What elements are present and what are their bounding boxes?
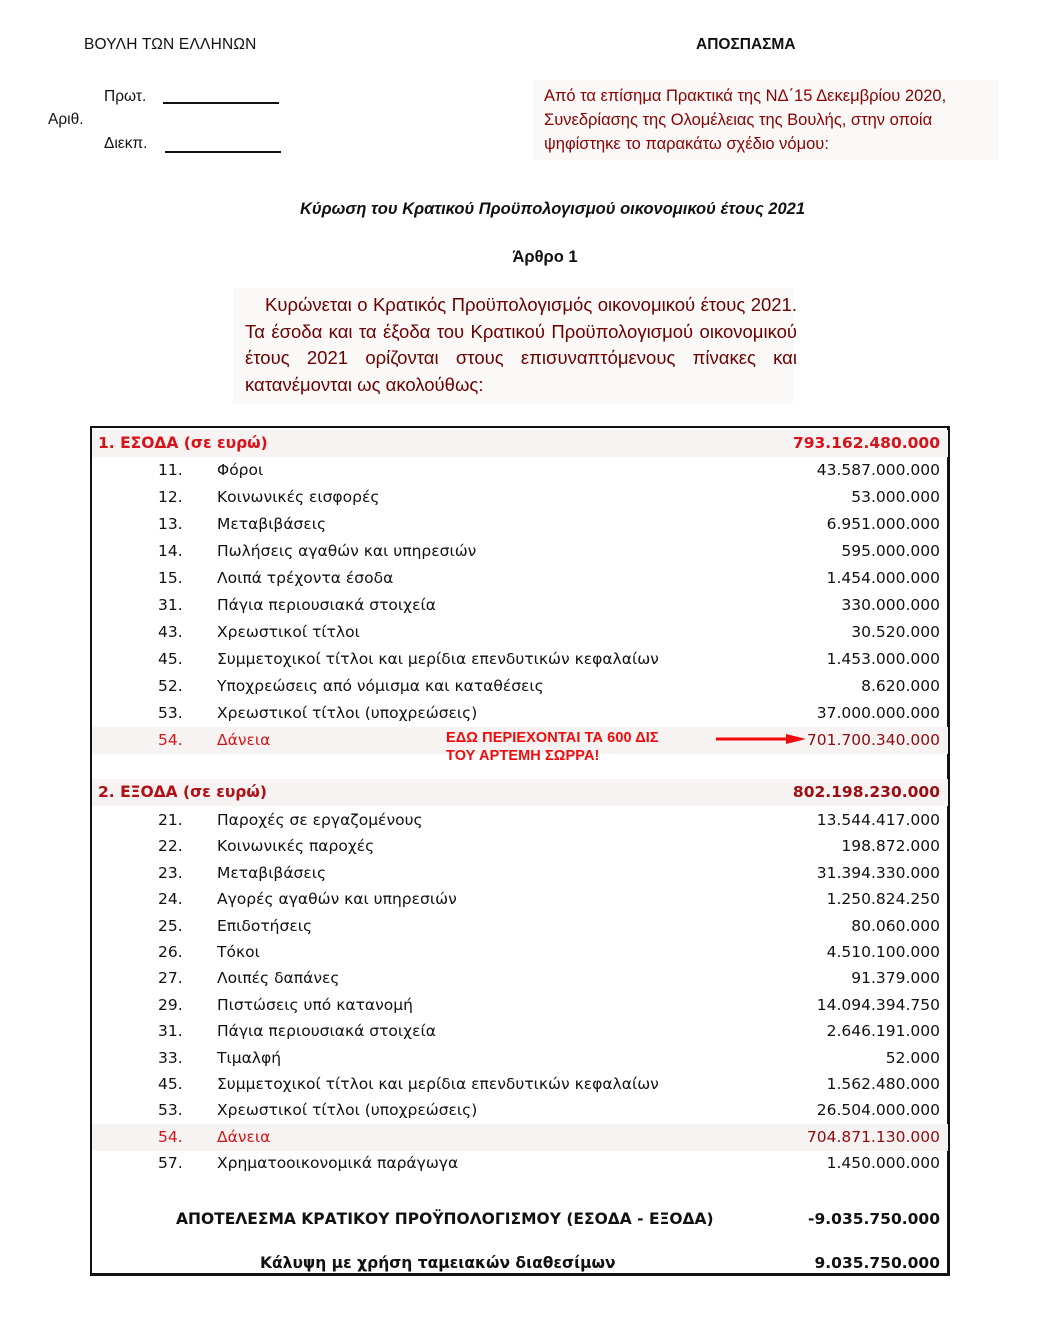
table-row xyxy=(92,700,948,727)
table-row xyxy=(92,538,948,565)
document-title: Κύρωση του Κρατικού Προϋπολογισμού οικονομικού έτους 2021 xyxy=(299,200,805,218)
table-row xyxy=(92,807,948,834)
arrow-right-icon xyxy=(716,734,806,744)
row-label: Δάνεια xyxy=(217,1127,271,1146)
table-row xyxy=(92,1150,948,1177)
row-amount: 1.450.000.000 xyxy=(826,1154,940,1173)
table-row xyxy=(92,511,948,538)
row-code: 26. xyxy=(158,943,183,961)
row-label: Πωλήσεις αγαθών και υπηρεσιών xyxy=(217,542,477,560)
row-label: Μεταβιβάσεις xyxy=(217,863,327,882)
row-code: 23. xyxy=(158,863,183,882)
row-code: 33. xyxy=(158,1048,183,1067)
row-code: 22. xyxy=(158,837,183,856)
extract-title: ΑΠΟΣΠΑΣΜΑ xyxy=(696,36,796,53)
row-label: Τόκοι xyxy=(217,943,260,961)
row-amount: 80.060.000 xyxy=(851,916,940,935)
expenses-header-row xyxy=(92,779,948,806)
row-code: 57. xyxy=(158,1154,183,1173)
row-code: 14. xyxy=(158,542,183,560)
annotation-text xyxy=(446,729,659,765)
row-amount: 53.000.000 xyxy=(851,488,940,506)
table-row xyxy=(92,965,948,992)
table-row xyxy=(92,833,948,860)
row-code: 45. xyxy=(158,650,183,668)
table-row xyxy=(92,1124,948,1151)
row-code: 21. xyxy=(158,811,183,829)
article-heading: Άρθρο 1 xyxy=(512,248,578,266)
row-code: 31. xyxy=(158,1022,183,1041)
row-code: 11. xyxy=(158,461,183,479)
row-label: Επιδοτήσεις xyxy=(217,916,313,935)
row-label: Χρεωστικοί τίτλοι xyxy=(217,623,360,641)
row-label: Πιστώσεις υπό κατανομή xyxy=(217,995,413,1014)
row-code: 27. xyxy=(158,969,183,988)
table-row xyxy=(92,860,948,887)
table-row xyxy=(92,592,948,619)
row-label: Τιμαλφή xyxy=(217,1048,282,1067)
article-paragraph: Κυρώνεται ο Κρατικός Προϋπολογισμός οικονομικού έτους 2021. Τα έσοδα και τα έξοδα του Κρατικού Προϋπολογισμού οικονομικού έτους 2021 ορίζονται στους επισυναπτόμενους πίνακες και κατανέμονται ως ακολούθως: xyxy=(245,294,797,395)
annotation-line-1: ΕΔΩ ΠΕΡΙΕΧΟΝΤΑΙ ΤΑ 600 ΔΙΣ xyxy=(446,730,659,746)
row-label: Πάγια περιουσιακά στοιχεία xyxy=(217,596,436,614)
row-code: 24. xyxy=(158,890,183,909)
row-label: Συμμετοχικοί τίτλοι και μερίδια επενδυτικών κεφαλαίων xyxy=(217,1075,659,1093)
row-label: Χρεωστικοί τίτλοι (υποχρεώσεις) xyxy=(217,1101,478,1120)
diekp-number-field xyxy=(165,151,281,153)
row-label: Υποχρεώσεις από νόμισμα και καταθέσεις xyxy=(217,677,544,695)
coverage-amount: 9.035.750.000 xyxy=(814,1254,940,1272)
row-code: 43. xyxy=(158,623,183,641)
row-code: 54. xyxy=(158,1127,183,1146)
row-amount: 14.094.394.750 xyxy=(816,995,940,1014)
expenses-total: 802.198.230.000 xyxy=(792,783,940,801)
table-row xyxy=(92,646,948,673)
annotation-line-2: ΤΟΥ ΑΡΤΕΜΗ ΣΩΡΡΑ! xyxy=(446,748,600,764)
prot-label: Πρωτ. xyxy=(104,88,147,105)
revenue-total: 793.162.480.000 xyxy=(792,434,940,452)
row-amount: 31.394.330.000 xyxy=(816,863,940,882)
row-amount: 198.872.000 xyxy=(841,837,940,856)
row-code: 15. xyxy=(158,569,183,587)
revenue-title: 1. ΕΣΟΔΑ (σε ευρώ) xyxy=(98,434,268,452)
row-amount: 1.453.000.000 xyxy=(826,650,940,668)
table-row xyxy=(92,1097,948,1124)
row-amount: 330.000.000 xyxy=(841,596,940,614)
row-code: 53. xyxy=(158,1101,183,1120)
row-label: Λοιπές δαπάνες xyxy=(217,969,340,988)
row-code: 29. xyxy=(158,995,183,1014)
row-label: Χρεωστικοί τίτλοι (υποχρεώσεις) xyxy=(217,704,478,722)
row-amount: 701.700.340.000 xyxy=(806,731,940,749)
intro-line-1: Από τα επίσημα Πρακτικά της ΝΔ΄15 Δεκεμβρίου 2020, xyxy=(544,87,947,105)
coverage-row xyxy=(92,1250,948,1277)
expenses-title: 2. ΕΞΟΔΑ (σε ευρώ) xyxy=(98,783,267,801)
row-label: Κοινωνικές παροχές xyxy=(217,837,375,856)
row-amount: 43.587.000.000 xyxy=(816,461,940,479)
row-code: 25. xyxy=(158,916,183,935)
row-code: 45. xyxy=(158,1075,183,1093)
row-amount: 4.510.100.000 xyxy=(826,943,940,961)
table-row xyxy=(92,886,948,913)
row-amount: 704.871.130.000 xyxy=(806,1127,940,1146)
intro-line-3: ψηφίστηκε το παρακάτω σχέδιο νόμου: xyxy=(544,135,829,153)
prot-number-field xyxy=(163,102,279,104)
revenue-header-row xyxy=(92,430,948,457)
coverage-label: Κάλυψη με χρήση ταμειακών διαθεσίμων xyxy=(260,1254,616,1272)
row-amount: 6.951.000.000 xyxy=(826,515,940,533)
row-code: 13. xyxy=(158,515,183,533)
row-label: Χρηματοοικονομικά παράγωγα xyxy=(217,1154,459,1173)
row-amount: 13.544.417.000 xyxy=(816,811,940,829)
budget-result-row xyxy=(92,1206,948,1233)
row-amount: 52.000 xyxy=(885,1048,940,1067)
row-label: Φόροι xyxy=(217,461,264,479)
table-row xyxy=(92,1071,948,1098)
arith-label: Αριθ. xyxy=(48,111,84,128)
intro-line-2: Συνεδρίασης της Ολομέλειας της Βουλής, στην οποία xyxy=(544,111,933,129)
table-row xyxy=(92,939,948,966)
table-row xyxy=(92,992,948,1019)
row-amount: 1.250.824.250 xyxy=(826,890,940,909)
row-amount: 595.000.000 xyxy=(841,542,940,560)
row-label: Κοινωνικές εισφορές xyxy=(217,488,380,506)
parliament-title: ΒΟΥΛΗ ΤΩΝ ΕΛΛΗΝΩΝ xyxy=(84,36,257,53)
row-label: Συμμετοχικοί τίτλοι και μερίδια επενδυτικών κεφαλαίων xyxy=(217,650,659,668)
table-row xyxy=(92,1045,948,1072)
row-label: Μεταβιβάσεις xyxy=(217,515,327,533)
row-label: Αγορές αγαθών και υπηρεσιών xyxy=(217,890,457,909)
row-code: 54. xyxy=(158,731,183,749)
table-row xyxy=(92,619,948,646)
row-code: 53. xyxy=(158,704,183,722)
row-code: 12. xyxy=(158,488,183,506)
table-row xyxy=(92,913,948,940)
row-amount: 8.620.000 xyxy=(861,677,940,695)
row-label: Πάγια περιουσιακά στοιχεία xyxy=(217,1022,436,1041)
row-code: 52. xyxy=(158,677,183,695)
row-amount: 2.646.191.000 xyxy=(826,1022,940,1041)
diekp-label: Διεκπ. xyxy=(104,135,148,152)
table-row xyxy=(92,1018,948,1045)
table-row xyxy=(92,673,948,700)
table-row xyxy=(92,457,948,484)
row-label: Δάνεια xyxy=(217,731,271,749)
row-amount: 1.454.000.000 xyxy=(826,569,940,587)
budget-result-label: ΑΠΟΤΕΛΕΣΜΑ ΚΡΑΤΙΚΟΥ ΠΡΟΫΠΟΛΟΓΙΣΜΟΥ (ΕΣΟΔΑ - ΕΞΟΔΑ) xyxy=(176,1210,714,1228)
row-label: Λοιπά τρέχοντα έσοδα xyxy=(217,569,394,587)
row-code: 31. xyxy=(158,596,183,614)
row-amount: 30.520.000 xyxy=(851,623,940,641)
row-label: Παροχές σε εργαζομένους xyxy=(217,811,423,829)
table-row xyxy=(92,484,948,511)
row-amount: 26.504.000.000 xyxy=(816,1101,940,1120)
row-amount: 1.562.480.000 xyxy=(826,1075,940,1093)
table-row xyxy=(92,565,948,592)
row-amount: 91.379.000 xyxy=(851,969,940,988)
budget-result-amount: -9.035.750.000 xyxy=(808,1210,940,1228)
intro-text xyxy=(544,84,946,156)
row-amount: 37.000.000.000 xyxy=(816,704,940,722)
